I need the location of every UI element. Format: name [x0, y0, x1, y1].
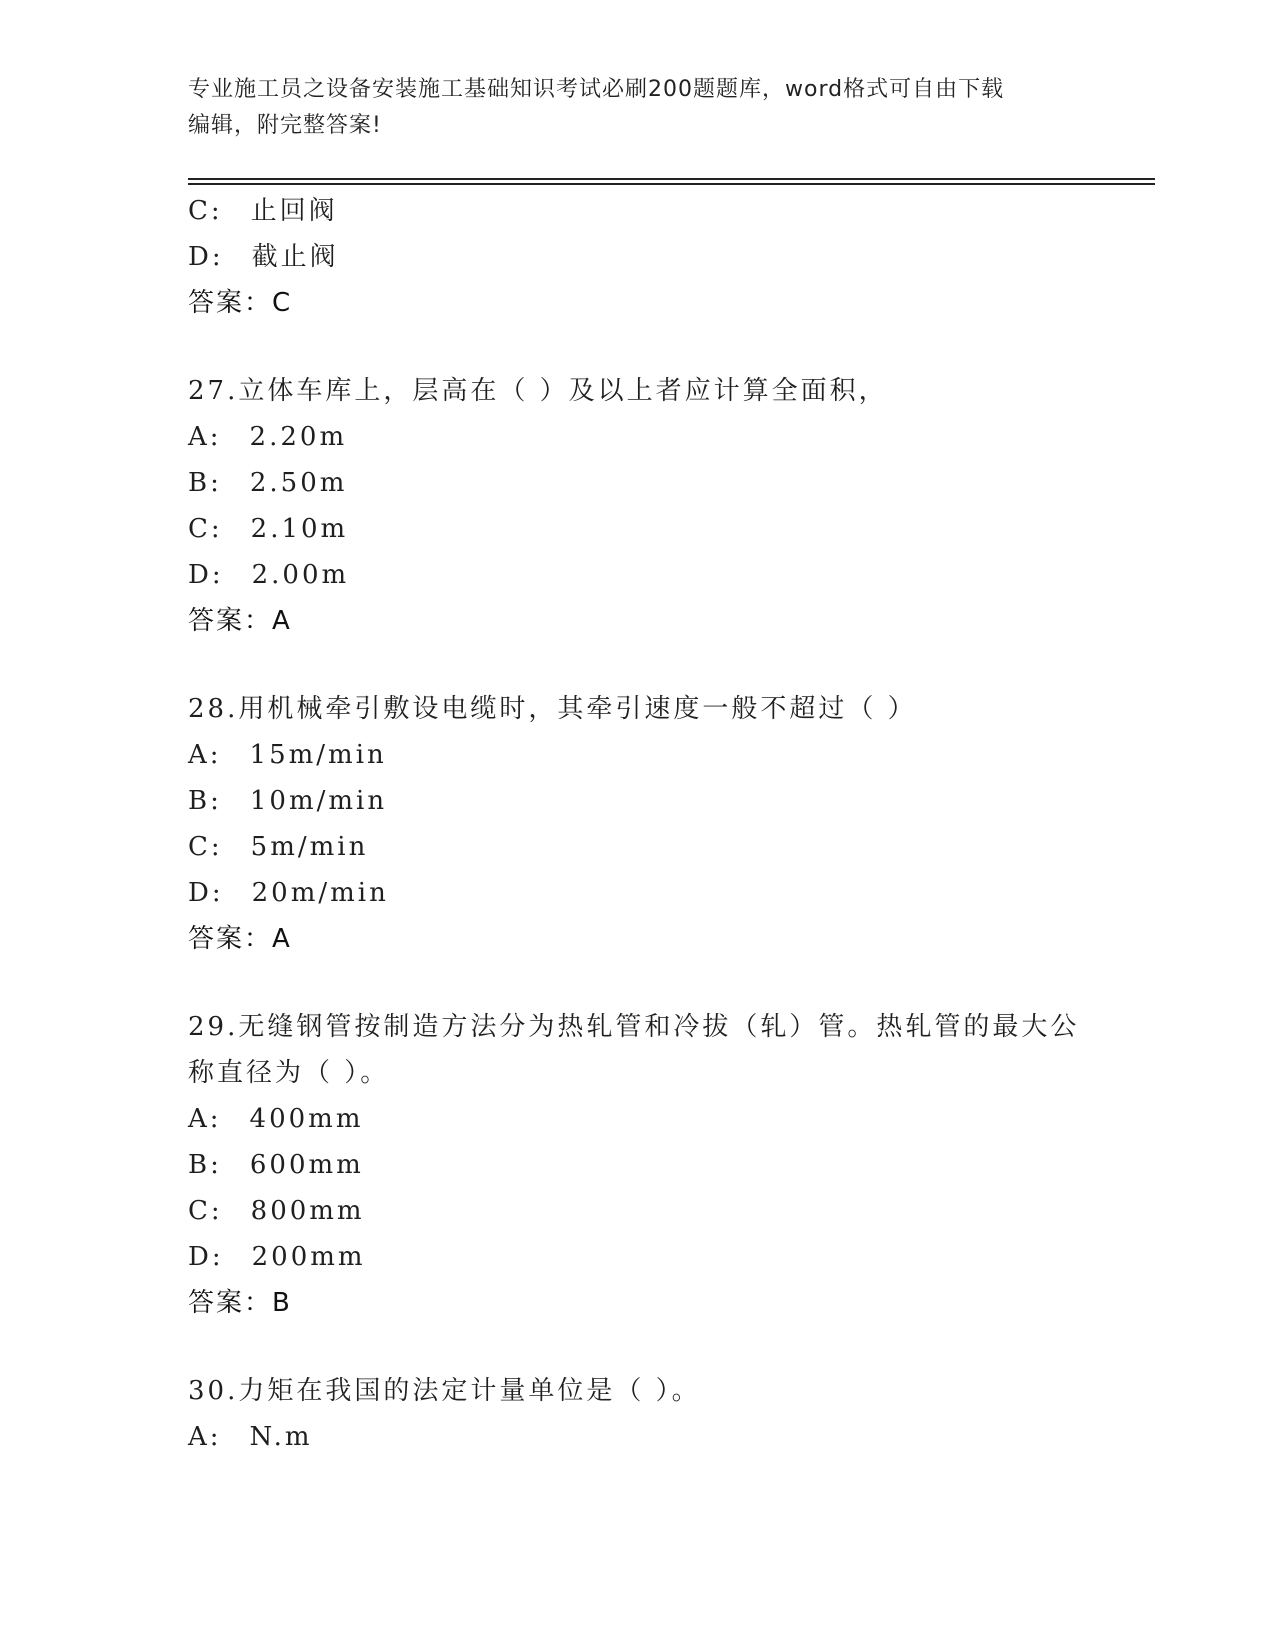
option-c: [188, 1188, 1088, 1234]
header-title-line-2: 编辑，附完整答案!: [188, 113, 382, 138]
header-title-line-1: 专业施工员之设备安装施工基础知识考试必刷200题题库，word格式可自由下载: [188, 77, 1005, 102]
option-d: [188, 234, 1088, 280]
option-text: 2.00m: [251, 560, 350, 590]
option-c: [188, 824, 1088, 870]
option-text: 2.20m: [249, 422, 348, 452]
option-letter: A:: [188, 740, 222, 770]
answer-line: 答案：A: [188, 606, 292, 636]
answer-line: 答案：C: [188, 288, 293, 318]
option-b: [188, 460, 1088, 506]
option-a: [188, 1414, 1088, 1460]
option-text: N.m: [249, 1422, 313, 1452]
option-text: 5m/min: [250, 832, 369, 862]
question-block-29: [188, 1004, 1088, 1326]
option-letter: C:: [188, 832, 223, 862]
question-text-line-1: 29.无缝钢管按制造方法分为热轧管和冷拔（轧）管。热轧管的最大公: [188, 1012, 1080, 1042]
option-d: [188, 552, 1088, 598]
option-letter: A:: [188, 1422, 222, 1452]
option-letter: C:: [188, 514, 223, 544]
option-letter: B:: [188, 786, 222, 816]
option-letter: D:: [188, 560, 224, 590]
option-text: 2.50m: [249, 468, 348, 498]
option-c: [188, 506, 1088, 552]
option-letter: B:: [188, 468, 222, 498]
option-d: [188, 870, 1088, 916]
option-letter: A:: [188, 422, 222, 452]
option-text: 10m/min: [249, 786, 388, 816]
question-block-28: [188, 686, 1088, 962]
answer-line: 答案：A: [188, 924, 292, 954]
question-list: [188, 188, 1088, 1460]
option-d: [188, 1234, 1088, 1280]
question-text: 27.立体车库上，层高在（ ）及以上者应计算全面积，: [188, 376, 888, 406]
option-a: [188, 414, 1088, 460]
question-text: 28.用机械牵引敷设电缆时，其牵引速度一般不超过（ ）: [188, 694, 917, 724]
question-block-27: [188, 368, 1088, 644]
option-text: 2.10m: [250, 514, 349, 544]
question-text: 30.力矩在我国的法定计量单位是（ ）。: [188, 1376, 701, 1406]
option-letter: B:: [188, 1150, 222, 1180]
question-block-30: [188, 1368, 1088, 1460]
option-letter: A:: [188, 1104, 222, 1134]
answer-line: 答案：B: [188, 1288, 292, 1318]
option-a: [188, 1096, 1088, 1142]
question-text-line-2: 称直径为（ ）。: [188, 1058, 390, 1088]
option-text: 止回阀: [250, 196, 338, 226]
question-block-previous: [188, 188, 1088, 326]
option-b: [188, 778, 1088, 824]
option-letter: D:: [188, 242, 224, 272]
option-text: 截止阀: [251, 242, 339, 272]
option-letter: D:: [188, 1242, 224, 1272]
option-text: 400mm: [249, 1104, 364, 1134]
option-letter: C:: [188, 1196, 223, 1226]
option-letter: D:: [188, 878, 224, 908]
document-header: [188, 72, 1088, 144]
header-divider-bottom: [188, 183, 1155, 185]
header-divider-top: [188, 178, 1155, 180]
option-text: 200mm: [251, 1242, 366, 1272]
option-a: [188, 732, 1088, 778]
option-c: [188, 188, 1088, 234]
option-text: 20m/min: [251, 878, 389, 908]
option-text: 800mm: [250, 1196, 365, 1226]
option-text: 600mm: [249, 1150, 364, 1180]
option-letter: C:: [188, 196, 223, 226]
option-b: [188, 1142, 1088, 1188]
option-text: 15m/min: [249, 740, 387, 770]
